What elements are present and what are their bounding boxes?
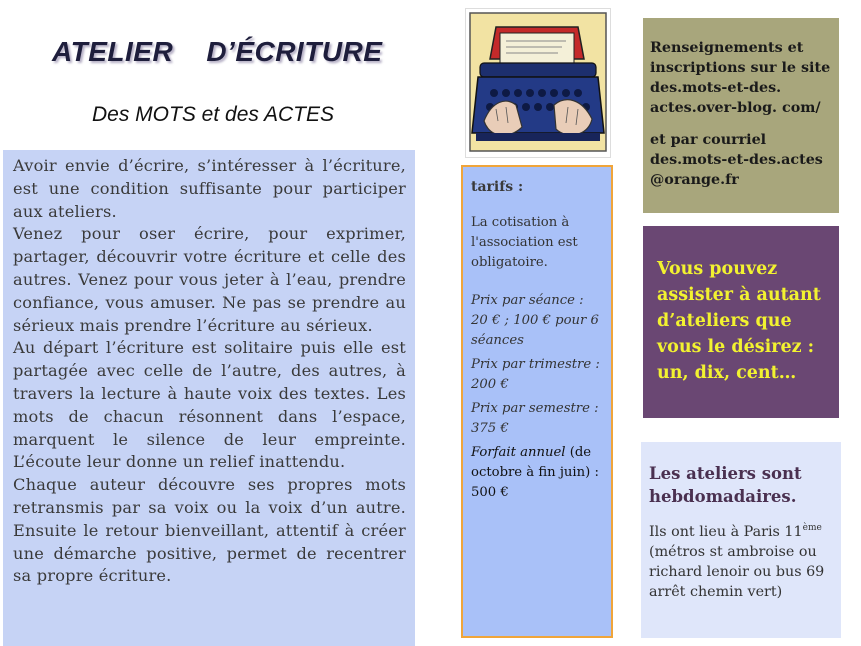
description-paragraph: Venez pour oser écrire, pour exprimer, partager, découvrir votre écriture et celle des autres. Venez pour vous jeter à l’eau, prendre confiance, vous amuser. Ne pas se prendre au sérieux mais prendre l’écriture au sérieux. — [13, 224, 406, 335]
typewriter-illustration-icon — [465, 8, 611, 158]
schedule-title: Les ateliers sont hebdomadaires. — [649, 464, 802, 506]
description-paragraph: Au départ l’écriture est solitaire puis elle est partagée avec celle de l’autre, des autres, à travers la lecture à haute voix des textes. Les mots de chacun résonnent dans l’espace, marquent le silence de leur empreinte. L’écoute leur donne un relief inattendu. — [13, 338, 406, 472]
price-trimestre: Prix par trimestre : 200 € — [471, 357, 600, 392]
email-info: et par courriel des.mots-et-des.actes @orange.fr — [650, 132, 823, 188]
attendance-callout — [643, 226, 839, 418]
forfait-label: Forfait annuel — [471, 445, 566, 460]
location-superscript: ème — [802, 523, 822, 534]
tarifs-label: tarifs : — [471, 179, 524, 195]
website-info: Renseignements et inscriptions sur le site des.mots-et-des. actes.over-blog. com/ — [650, 40, 831, 116]
page-title: ATELIER D’ÉCRITURE — [52, 36, 383, 67]
cotisation-text: La cotisation à l'association est obligatoire. — [471, 215, 578, 270]
tarifs-panel — [461, 165, 613, 638]
schedule-panel — [641, 442, 841, 638]
description-paragraph: Avoir envie d’écrire, s’intéresser à l’écriture, est une condition suffisante pour participer aux ateliers. — [13, 156, 406, 221]
price-forfait — [471, 443, 603, 503]
forfait-detail: (de octobre à fin juin) : 500 € — [471, 445, 599, 500]
contact-info-panel — [643, 18, 839, 213]
description-paragraph: Chaque auteur découvre ses propres mots retransmis par sa voix ou la voix d’un autre. Ensuite le retour bienveillant, attentif à créer une démarche positive, permet de recentrer sa propre écriture. — [13, 475, 406, 586]
description-panel — [3, 150, 415, 646]
page-subtitle: Des MOTS et des ACTES — [92, 103, 334, 126]
location-prefix: Ils ont lieu à Paris 11 — [649, 524, 803, 540]
schedule-location — [649, 522, 835, 602]
price-semestre: Prix par semestre : 375 € — [471, 401, 599, 436]
price-seance: Prix par séance : 20 € ; 100 € pour 6 séances — [471, 293, 599, 348]
location-detail: (métros st ambroise ou richard lenoir ou bus 69 arrêt chemin vert) — [649, 544, 825, 600]
attendance-callout-text: Vous pouvez assister à autant d’ateliers que vous le désirez : un, dix, cent… — [657, 259, 821, 383]
